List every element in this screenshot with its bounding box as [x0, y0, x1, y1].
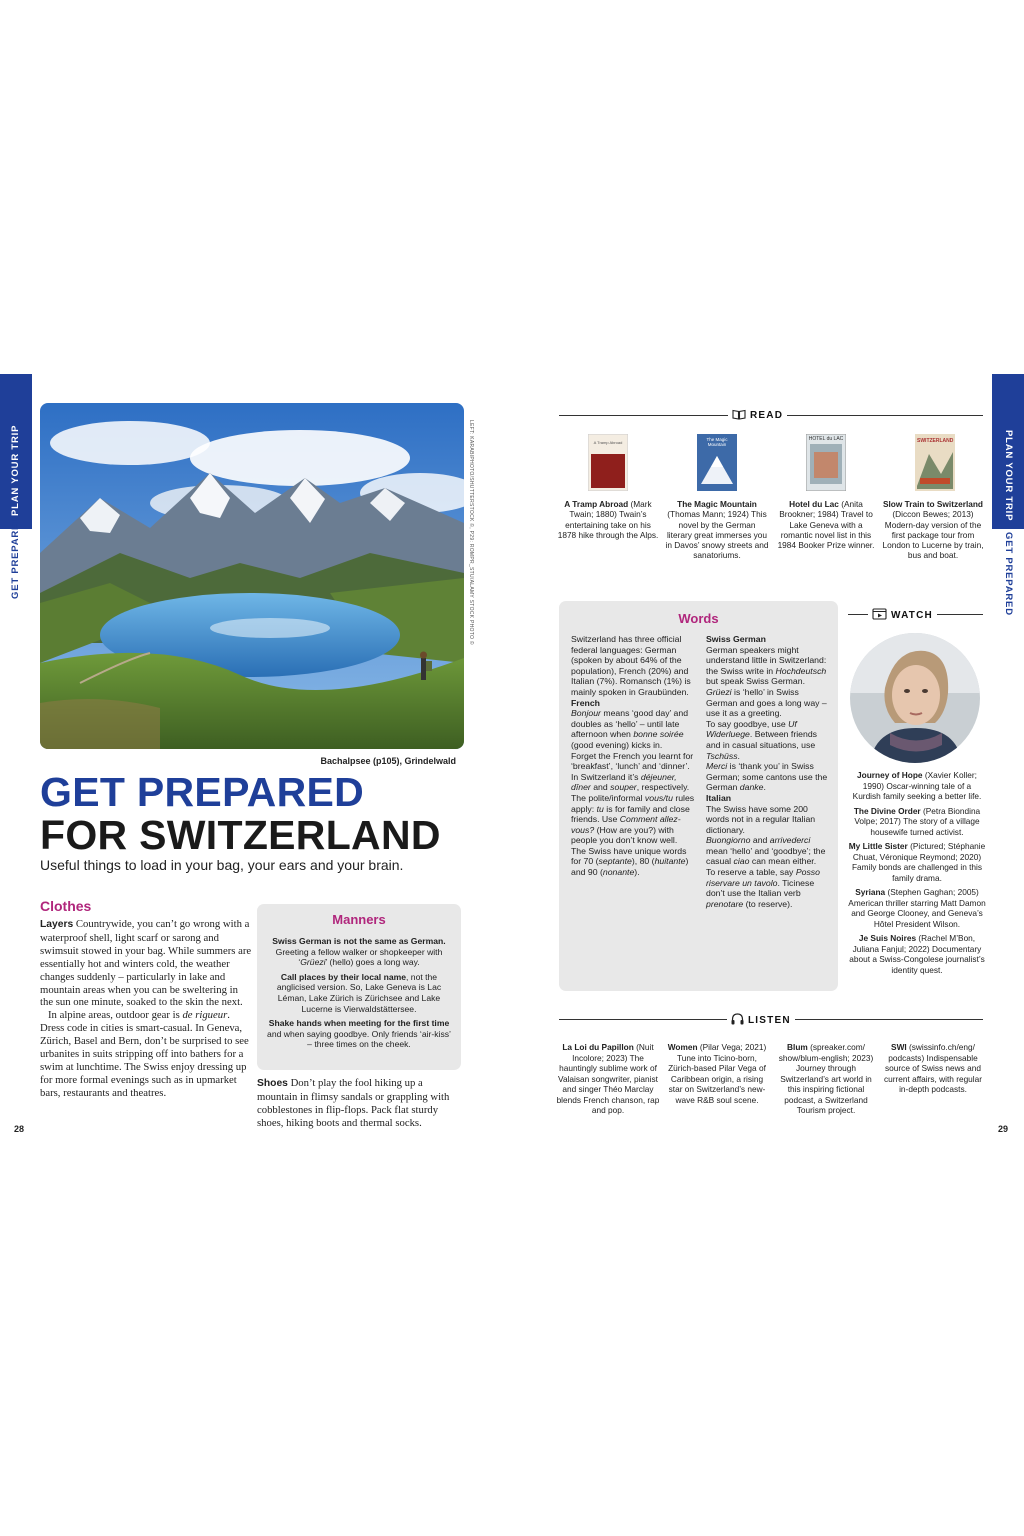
words-em: vous/tu [644, 792, 673, 803]
alpine-text-b: . Dress code in cities is smart-casual. In Geneva, Zürich, Basel and Bern, don’t be surprised to see urbanites in suits stripping off into bathers for a swim at lunchtime. The Swiss enjoy dressing up for more formal evenings such as in upmarket bars, restaurants and theatres. [40, 1009, 249, 1099]
read-label-text: READ [750, 410, 784, 421]
words-em: septante [598, 856, 632, 867]
film-still-portrait [850, 633, 980, 763]
words-text: To reserve a table, say [706, 867, 796, 878]
words-em: Tschüss [706, 750, 738, 761]
words-text: is for family and close friends. Use [571, 803, 690, 825]
words-french-item [571, 846, 695, 878]
words-em: Hochdeutsch [775, 665, 827, 676]
manners-text: , not the anglicised version. So, Lake Geneva is Lac Léman, Lake Zürich is Zürichsee and Lake Lucerne is Vierwaldstättersee. [276, 971, 442, 1014]
lake-landscape-illustration [40, 403, 464, 749]
words-it-item [706, 867, 830, 909]
words-em: prenotare [706, 898, 744, 909]
words-em: tu [596, 803, 604, 814]
listen-label [727, 1013, 795, 1028]
words-sg-item [706, 645, 830, 687]
listen-desc: (spreaker.com/ show/blum-english; 2023) Journey through Switzerland’s art world in this inspiring fictional podcast, a Switzerland Tourism project. [778, 1042, 874, 1115]
clothes-heading: Clothes [40, 898, 92, 914]
film-item [848, 933, 986, 975]
words-text: ). [634, 867, 640, 878]
manners-item [267, 972, 451, 1014]
book-title: A Tramp Abroad [564, 499, 629, 509]
manners-text: and when saying goodbye. Only friends ‘air-kiss’ – three times on the cheek. [267, 1028, 451, 1050]
words-em: Uf Widerluege [706, 718, 797, 740]
book-cover-tramp [588, 434, 628, 491]
manners-item-lead: Shake hands when meeting for the first time [268, 1018, 450, 1029]
words-em: Comment allez-vous? [571, 814, 681, 835]
words-em: bonne soirée [633, 729, 684, 740]
bachalpsee-photo [40, 403, 464, 749]
photo-caption: Bachalpsee (p105), Grindelwald [320, 756, 456, 766]
words-text: Forget the French you learnt for ‘breakfast’, ‘lunch’ and ‘dinner’. In Switzerland it’s [571, 750, 694, 782]
words-text: ) and 90 ( [571, 856, 689, 878]
manners-em: Grüezi [300, 957, 326, 968]
words-text: and [750, 835, 770, 846]
listen-item-swi [881, 1042, 985, 1095]
words-text: means ‘good day’ and doubles as ‘hello’ – until late afternoon when [571, 708, 689, 740]
watch-list [848, 770, 986, 979]
film-item [848, 770, 986, 802]
film-title: Syriana [855, 887, 886, 897]
words-text: German speakers might understand little in Switzerland: the Swiss write in [706, 644, 827, 676]
listen-desc: (Pilar Vega; 2021) Tune into Ticino-born, Zürich-based Pilar Vega of Caribbean origin, a rising star on Switzerland’s new-wave R&B soul scene. [668, 1042, 767, 1105]
listen-desc: (Nuit Incolore; 2023) The hauntingly sublime work of Valaisan songwriter, pianist and singer Théo Marclay blends French chanson, rap and pop. [556, 1042, 660, 1115]
film-desc: (Stephen Gaghan; 2005) American thriller starring Matt Damon and George Clooney, and Geneva’s Hôtel President Wilson. [848, 887, 986, 929]
words-text: . [737, 750, 740, 761]
book-desc: (Thomas Mann; 1924) This novel by the German literary great immerses you in Davos’ snowy streets and sanatoriums. [665, 509, 769, 561]
words-em: huitante [654, 856, 686, 867]
alpine-text-a: In alpine areas, outdoor gear is [48, 1009, 183, 1022]
book-cover-title: A Tramp Abroad [593, 440, 623, 445]
book-cover-hotel-du-lac [806, 434, 846, 491]
words-italian-heading: Italian [706, 792, 732, 803]
words-text: and [590, 782, 611, 793]
layers-text: Countrywide, you can’t go wrong with a waterproof shell, light scarf or sarong and swimsuit stowed in your bag. While summers are essentially hot and winters cold, the weather changes suddenly – particularly in lake and mountain areas when you can be sweltering in the sun one minute, soaked to the skin the next. [40, 918, 252, 1009]
words-em: Bonjour [571, 708, 601, 719]
book-cover-title: SWITZERLAND [917, 438, 954, 444]
listen-title: La Loi du Papillon [562, 1042, 634, 1052]
words-text: mean ‘hello’ and ‘goodbye’; the casual [706, 845, 826, 867]
words-french-item [571, 708, 695, 750]
words-it-item: The Swiss have some 200 words not in a regular Italian dictionary. [706, 803, 816, 835]
words-column-1 [571, 634, 695, 878]
words-em: Grüezi [706, 686, 732, 697]
words-text: (to reserve). [743, 898, 793, 909]
watch-label-text: WATCH [891, 610, 933, 621]
film-item [848, 887, 986, 929]
layers-paragraph [40, 918, 252, 1009]
words-heading: Words [678, 611, 719, 626]
words-em: nonante [602, 867, 635, 878]
words-text: ), 80 ( [631, 856, 655, 867]
book-desc: (Diccon Bewes; 2013) Modern-day version of the first package tour from London to Lucerne by train, bus and boat. [882, 509, 984, 561]
shoes-lead: Shoes [257, 1078, 288, 1089]
film-title: Journey of Hope [857, 770, 923, 780]
manners-item [267, 1018, 451, 1050]
film-item [848, 806, 986, 838]
words-em: ciao [733, 856, 750, 867]
listen-title: Women [667, 1042, 698, 1052]
book-title: Hotel du Lac [789, 499, 839, 509]
book-title: Slow Train to Switzerland [882, 499, 984, 509]
words-text: . [763, 782, 766, 793]
manners-heading: Manners [332, 912, 386, 927]
manners-text: ’ (hello) goes a long way. [325, 957, 420, 968]
book-cover-title: The Magic Mountain [706, 437, 728, 447]
listen-label-text: LISTEN [748, 1015, 791, 1026]
watch-label [868, 608, 937, 623]
words-column-2 [706, 634, 830, 909]
layers-lead: Layers [40, 919, 74, 930]
book-tramp-abroad [556, 499, 660, 540]
listen-title: Blum [787, 1042, 808, 1052]
words-em: arrivederci [769, 835, 811, 846]
book-desc: (Mark Twain; 1880) Twain’s entertaining take on his 1878 hike through the Alps. [557, 499, 659, 540]
shoes-text: Don’t play the fool hiking up a mountain in flimsy sandals or grappling with cobblestones in flip-flops. Pack flat sturdy shoes, hiking boots and thermal socks. [257, 1077, 450, 1129]
film-desc: (Xavier Koller; 1990) Oscar-winning tale of a Kurdish family seeking a better life. [852, 770, 982, 801]
words-intro: Switzerland has three official federal languages: German (spoken by about 64% of the population), French (20%) and Italian (7%). Romansch (1%) is mainly spoken in Graubünden. [571, 634, 691, 697]
book-hotel-du-lac [774, 499, 878, 550]
words-it-item [706, 835, 830, 867]
words-text: (How are you?) with people you don’t know well. [571, 824, 678, 846]
manners-item-lead: Call places by their local name [280, 971, 407, 982]
page-subtitle: Useful things to load in your bag, your ears and your brain. [40, 857, 404, 873]
film-title: Je Suis Noires [858, 933, 917, 943]
left-side-tab-label: PLAN YOUR TRIP [10, 424, 21, 516]
page-title-line2: FOR SWITZERLAND [40, 812, 441, 858]
book-cover-title: HOTEL du LAC [808, 436, 844, 442]
words-em: déjeuner, dîner [571, 771, 677, 793]
read-label [728, 409, 787, 423]
words-french-item [571, 751, 695, 793]
words-french-heading: French [571, 697, 600, 708]
film-item [848, 841, 986, 883]
words-sg-item [706, 761, 830, 793]
alpine-paragraph [40, 1009, 252, 1099]
page-number-right: 29 [998, 1124, 1009, 1134]
words-text: The Swiss have unique words for 70 ( [571, 845, 687, 867]
page-number-left: 28 [14, 1124, 25, 1134]
words-text: To say goodbye, use [706, 718, 789, 729]
words-text: can mean either. [749, 856, 817, 867]
words-sg-item [706, 719, 830, 761]
words-french-item [571, 793, 695, 846]
manners-item [267, 936, 451, 968]
words-text: (good evening) kicks in. [571, 739, 663, 750]
words-text: . Between friends and in casual situations, use [706, 729, 817, 750]
words-box [559, 601, 838, 991]
book-magic-mountain [665, 499, 769, 561]
words-text: rules apply: [571, 792, 695, 814]
manners-body [267, 936, 451, 1054]
words-em: danke [739, 782, 764, 793]
book-title: The Magic Mountain [677, 499, 757, 509]
right-side-tab-label: PLAN YOUR TRIP [1003, 430, 1014, 522]
video-icon [872, 608, 887, 623]
listen-item-blum [774, 1042, 878, 1116]
book-cover-magic-mountain [697, 434, 737, 491]
words-text: is ‘hello’ in Swiss German and goes a long way – use it as a greeting. [706, 686, 827, 719]
manners-item-lead: Swiss German is not the same as German. [272, 936, 446, 946]
film-desc: (Petra Biondina Volpe; 2017) The story of a village housewife turned activist. [854, 805, 981, 837]
shoes-paragraph [257, 1077, 465, 1130]
book-icon [732, 409, 746, 423]
page-title-line1: GET PREPARED [40, 769, 365, 815]
words-em: souper [610, 782, 637, 793]
words-em: Buongiorno [706, 835, 751, 846]
book-desc: (Anita Brookner; 1984) Travel to Lake Geneva with a romantic novel list in this 1984 Booker Prize winner. [777, 499, 875, 551]
clothes-body [40, 918, 252, 1100]
book-slow-train [881, 499, 985, 561]
words-em: Posso riservare un tavolo [706, 867, 820, 888]
headphones-icon [731, 1013, 744, 1028]
words-sg-item [706, 687, 830, 719]
listen-title: SWI [891, 1042, 907, 1052]
right-side-section-label: GET PREPARED [1003, 532, 1014, 616]
film-title: My Little Sister [848, 841, 908, 851]
words-swiss-german-heading: Swiss German [706, 634, 766, 644]
words-text: The polite/informal [571, 792, 645, 803]
words-text: but speak Swiss German. [706, 676, 805, 687]
words-text: , respectively. [636, 782, 690, 793]
film-desc: (Rachel M’Bon, Juliana Fanjul; 2022) Documentary about a Swiss-Congolese journalist’s identity quest. [849, 933, 985, 975]
listen-desc: (swissinfo.ch/eng/ podcasts) Indispensable source of Swiss news and current affairs, with regular in-depth podcasts. [883, 1042, 983, 1094]
alpine-em: de rigueur [182, 1009, 228, 1022]
listen-item-women [665, 1042, 769, 1105]
words-em: Merci [706, 761, 728, 772]
film-desc: (Pictured; Stéphanie Chuat, Véronique Reymond; 2020) Family bonds are challenged in this family drama. [851, 841, 986, 883]
photo-credit: LEFT: KARABIPHOTO/SHUTTERSTOCK ©, P29: ROMPR_STU/ALAMY STOCK PHOTO © [468, 420, 474, 645]
left-side-section-label: GET PREPARED [10, 515, 21, 599]
film-title: The Divine Order [853, 805, 921, 816]
manners-box [257, 904, 461, 1070]
book-cover-slow-train [915, 434, 955, 491]
words-text: is ‘thank you’ in Swiss German; some cantons use the German [706, 761, 828, 793]
words-text: . Ticinese don’t use the Italian verb [706, 877, 815, 899]
listen-item-papillon [556, 1042, 660, 1116]
manners-text: Greeting a fellow walker or shopkeeper with ‘ [275, 946, 443, 968]
